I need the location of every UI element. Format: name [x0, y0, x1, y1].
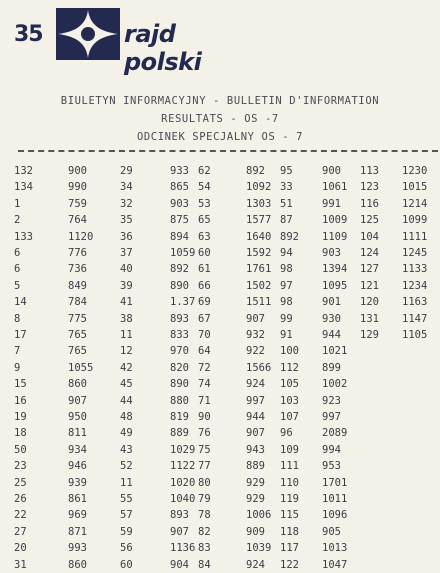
car-number: 38 [120, 312, 133, 325]
stage-time: 990 [68, 181, 87, 194]
stage-time: 819 [170, 411, 189, 423]
car-number: 40 [120, 263, 133, 276]
stage-time: 889 [246, 460, 265, 473]
stage-time: 833 [170, 329, 189, 341]
stage-time: 890 [170, 378, 189, 391]
stage-time: 1099 [402, 214, 428, 227]
stage-time: 909 [246, 525, 265, 538]
stage-time: 1147 [402, 312, 428, 325]
stage-time: 903 [322, 247, 341, 259]
stage-time: 907 [246, 427, 265, 440]
car-number: 84 [198, 558, 211, 571]
car-number: 53 [198, 197, 211, 210]
stage-time: 944 [246, 411, 265, 423]
car-number: 39 [120, 279, 133, 292]
stage-time: 764 [68, 214, 87, 227]
car-number: 105 [280, 378, 299, 391]
car-number: 76 [198, 427, 211, 440]
car-number: 6 [14, 263, 21, 276]
stage-time: 997 [246, 394, 265, 407]
stage-time: 860 [68, 558, 87, 571]
car-number: 43 [120, 443, 133, 456]
car-number: 41 [120, 296, 133, 309]
stage-time: 1394 [322, 263, 348, 276]
car-number: 12 [120, 345, 133, 358]
stage-time: 907 [68, 394, 87, 407]
car-number: 54 [198, 181, 211, 194]
car-number: 26 [14, 493, 27, 505]
stage-time: 894 [170, 230, 189, 243]
car-number: 65 [198, 214, 211, 227]
car-number: 27 [14, 525, 27, 538]
stage-time: 933 [170, 165, 189, 177]
car-number: 99 [280, 312, 293, 325]
car-number: 35 [120, 214, 133, 227]
stage-time: 1009 [322, 214, 348, 227]
car-number: 11 [120, 329, 133, 341]
stage-time: 1577 [246, 214, 272, 227]
car-number: 134 [14, 181, 33, 194]
car-number: 44 [120, 394, 133, 407]
car-number: 59 [120, 525, 133, 538]
car-number: 80 [198, 476, 211, 489]
car-number: 78 [198, 509, 211, 522]
car-number: 25 [14, 476, 27, 489]
stage-time: 901 [322, 296, 341, 309]
stage-time: 849 [68, 279, 87, 292]
car-number: 7 [14, 345, 21, 358]
car-number: 32 [120, 197, 133, 210]
car-number: 34 [120, 181, 133, 194]
stage-time: 950 [68, 411, 87, 423]
car-number: 60 [120, 558, 133, 571]
stage-time: 907 [246, 312, 265, 325]
stage-time: 861 [68, 493, 87, 505]
stage-time: 1640 [246, 230, 272, 243]
stage-time: 969 [68, 509, 87, 522]
stage-time: 1096 [322, 509, 348, 522]
stage-time: 1105 [402, 329, 428, 341]
stage-time: 1701 [322, 476, 348, 489]
stage-time: 991 [322, 197, 341, 210]
car-number: 14 [14, 296, 27, 309]
stage-time: 944 [322, 329, 341, 341]
stage-time: 893 [170, 312, 189, 325]
stage-time: 1136 [170, 542, 196, 555]
stage-time: 893 [170, 509, 189, 522]
car-number: 117 [280, 542, 299, 555]
stage-time: 1511 [246, 296, 272, 309]
stage-time: 1040 [170, 493, 196, 505]
car-number: 110 [280, 476, 299, 489]
stage-time: 765 [68, 329, 87, 341]
stage-time: 1039 [246, 542, 272, 555]
stage-time: 736 [68, 263, 87, 276]
car-number: 51 [280, 197, 293, 210]
car-number: 127 [360, 263, 379, 276]
stage-time: 930 [322, 312, 341, 325]
car-number: 107 [280, 411, 299, 423]
car-number: 79 [198, 493, 211, 505]
stage-time: 759 [68, 197, 87, 210]
car-number: 64 [198, 345, 211, 358]
car-number: 23 [14, 460, 27, 473]
stage-time: 889 [170, 427, 189, 440]
car-number: 62 [198, 165, 211, 177]
stage-time: 1214 [402, 197, 428, 210]
stage-time: 1059 [170, 247, 196, 259]
stage-time: 903 [170, 197, 189, 210]
stage-time: 993 [68, 542, 87, 555]
stage-time: 1055 [68, 361, 94, 374]
car-number: 11 [120, 476, 133, 489]
special-stage-title: ODCINEK SPECJALNY OS - 7 [136, 131, 304, 143]
stage-time: 860 [68, 378, 87, 391]
stage-time: 1006 [246, 509, 272, 522]
car-number: 22 [14, 509, 27, 522]
car-number: 122 [280, 558, 299, 571]
car-number: 45 [120, 378, 133, 391]
car-number: 2 [14, 214, 21, 227]
car-number: 72 [198, 361, 211, 374]
stage-time: 890 [170, 279, 189, 292]
stage-time: 775 [68, 312, 87, 325]
car-number: 1 [14, 197, 21, 210]
stage-time: 1029 [170, 443, 196, 456]
stage-time: 1234 [402, 279, 428, 292]
car-number: 95 [280, 165, 293, 177]
car-number: 87 [280, 214, 293, 227]
stage-time: 1047 [322, 558, 348, 571]
car-number: 9 [14, 361, 21, 374]
car-number: 75 [198, 443, 211, 456]
stage-time: 929 [246, 493, 265, 505]
stage-time: 1133 [402, 263, 428, 276]
car-number: 61 [198, 263, 211, 276]
stage-time: 922 [246, 345, 265, 358]
stage-time: 880 [170, 394, 189, 407]
stage-time: 946 [68, 460, 87, 473]
stage-time: 1092 [246, 181, 272, 194]
stage-time: 1020 [170, 476, 196, 489]
stage-time: 953 [322, 460, 341, 473]
stage-time: 904 [170, 558, 189, 571]
stage-time: 900 [322, 165, 341, 177]
star-emblem-icon [56, 8, 120, 60]
stage-time: 970 [170, 345, 189, 358]
car-number: 120 [360, 296, 379, 309]
stage-time: 939 [68, 476, 87, 489]
stage-time: 1303 [246, 197, 272, 210]
car-number: 20 [14, 542, 27, 555]
stage-time: 994 [322, 443, 341, 456]
stage-time: 924 [246, 558, 265, 571]
stage-time: 1163 [402, 296, 428, 309]
logo-number: 35 [14, 22, 43, 47]
stage-time: 1566 [246, 361, 272, 374]
car-number: 98 [280, 296, 293, 309]
results-title: RESULTATS - OS -7 [161, 113, 279, 125]
logo-text: rajd polski [124, 20, 202, 76]
stage-time: 892 [170, 263, 189, 276]
car-number: 52 [120, 460, 133, 473]
stage-time: 1109 [322, 230, 348, 243]
car-number: 6 [14, 247, 21, 259]
car-number: 31 [14, 558, 27, 571]
car-number: 56 [120, 542, 133, 555]
stage-time: 1013 [322, 542, 348, 555]
car-number: 118 [280, 525, 299, 538]
car-number: 5 [14, 279, 21, 292]
car-number: 96 [280, 427, 293, 440]
stage-time: 820 [170, 361, 189, 374]
car-number: 16 [14, 394, 27, 407]
car-number: 63 [198, 230, 211, 243]
car-number: 98 [280, 263, 293, 276]
car-number: 50 [14, 443, 27, 456]
car-number: 90 [198, 411, 211, 423]
car-number: 37 [120, 247, 133, 259]
stage-time: 907 [170, 525, 189, 538]
stage-time: 1230 [402, 165, 428, 177]
stage-time: 2089 [322, 427, 348, 440]
stage-time: 924 [246, 378, 265, 391]
car-number: 123 [360, 181, 379, 194]
car-number: 94 [280, 247, 293, 259]
stage-time: 1002 [322, 378, 348, 391]
car-number: 111 [280, 460, 299, 473]
stage-time: 1592 [246, 247, 272, 259]
car-number: 124 [360, 247, 379, 259]
car-number: 77 [198, 460, 211, 473]
car-number: 133 [14, 230, 33, 243]
stage-time: 934 [68, 443, 87, 456]
stage-time: 892 [246, 165, 265, 177]
car-number: 103 [280, 394, 299, 407]
divider-line [18, 150, 438, 152]
car-number: 113 [360, 165, 379, 177]
car-number: 33 [280, 181, 293, 194]
stage-time: 943 [246, 443, 265, 456]
car-number: 49 [120, 427, 133, 440]
car-number: 8 [14, 312, 21, 325]
car-number: 74 [198, 378, 211, 391]
stage-time: 1095 [322, 279, 348, 292]
car-number: 132 [14, 165, 33, 177]
car-number: 97 [280, 279, 293, 292]
car-number: 15 [14, 378, 27, 391]
car-number: 69 [198, 296, 211, 309]
stage-time: 1111 [402, 230, 428, 243]
stage-time: 1120 [68, 230, 94, 243]
stage-time: 875 [170, 214, 189, 227]
car-number: 104 [360, 230, 379, 243]
car-number: 892 [280, 230, 299, 243]
stage-time: 811 [68, 427, 87, 440]
car-number: 67 [198, 312, 211, 325]
car-number: 83 [198, 542, 211, 555]
stage-time: 1122 [170, 460, 196, 473]
car-number: 131 [360, 312, 379, 325]
car-number: 19 [14, 411, 27, 423]
stage-time: 905 [322, 525, 341, 538]
car-number: 66 [198, 279, 211, 292]
stage-time: 1.37 [170, 296, 196, 309]
car-number: 116 [360, 197, 379, 210]
car-number: 70 [198, 329, 211, 341]
stage-time: 1015 [402, 181, 428, 194]
stage-time: 784 [68, 296, 87, 309]
car-number: 125 [360, 214, 379, 227]
stage-time: 929 [246, 476, 265, 489]
bulletin-title: BIULETYN INFORMACYJNY - BULLETIN D'INFORMATION [60, 95, 380, 107]
stage-time: 1502 [246, 279, 272, 292]
car-number: 100 [280, 345, 299, 358]
stage-time: 899 [322, 361, 341, 374]
car-number: 18 [14, 427, 27, 440]
stage-time: 865 [170, 181, 189, 194]
car-number: 55 [120, 493, 133, 505]
stage-time: 1761 [246, 263, 272, 276]
stage-time: 923 [322, 394, 341, 407]
stage-time: 1245 [402, 247, 428, 259]
car-number: 91 [280, 329, 293, 341]
car-number: 57 [120, 509, 133, 522]
stage-time: 997 [322, 411, 341, 423]
car-number: 82 [198, 525, 211, 538]
car-number: 115 [280, 509, 299, 522]
stage-time: 1011 [322, 493, 348, 505]
stage-time: 932 [246, 329, 265, 341]
stage-time: 1021 [322, 345, 348, 358]
car-number: 42 [120, 361, 133, 374]
car-number: 29 [120, 165, 133, 177]
stage-time: 765 [68, 345, 87, 358]
car-number: 48 [120, 411, 133, 423]
car-number: 36 [120, 230, 133, 243]
stage-time: 776 [68, 247, 87, 259]
car-number: 129 [360, 329, 379, 341]
car-number: 121 [360, 279, 379, 292]
car-number: 112 [280, 361, 299, 374]
car-number: 71 [198, 394, 211, 407]
stage-time: 871 [68, 525, 87, 538]
car-number: 17 [14, 329, 27, 341]
rally-logo [6, 8, 256, 76]
car-number: 60 [198, 247, 211, 259]
stage-time: 900 [68, 165, 87, 177]
car-number: 119 [280, 493, 299, 505]
car-number: 109 [280, 443, 299, 456]
stage-time: 1061 [322, 181, 348, 194]
